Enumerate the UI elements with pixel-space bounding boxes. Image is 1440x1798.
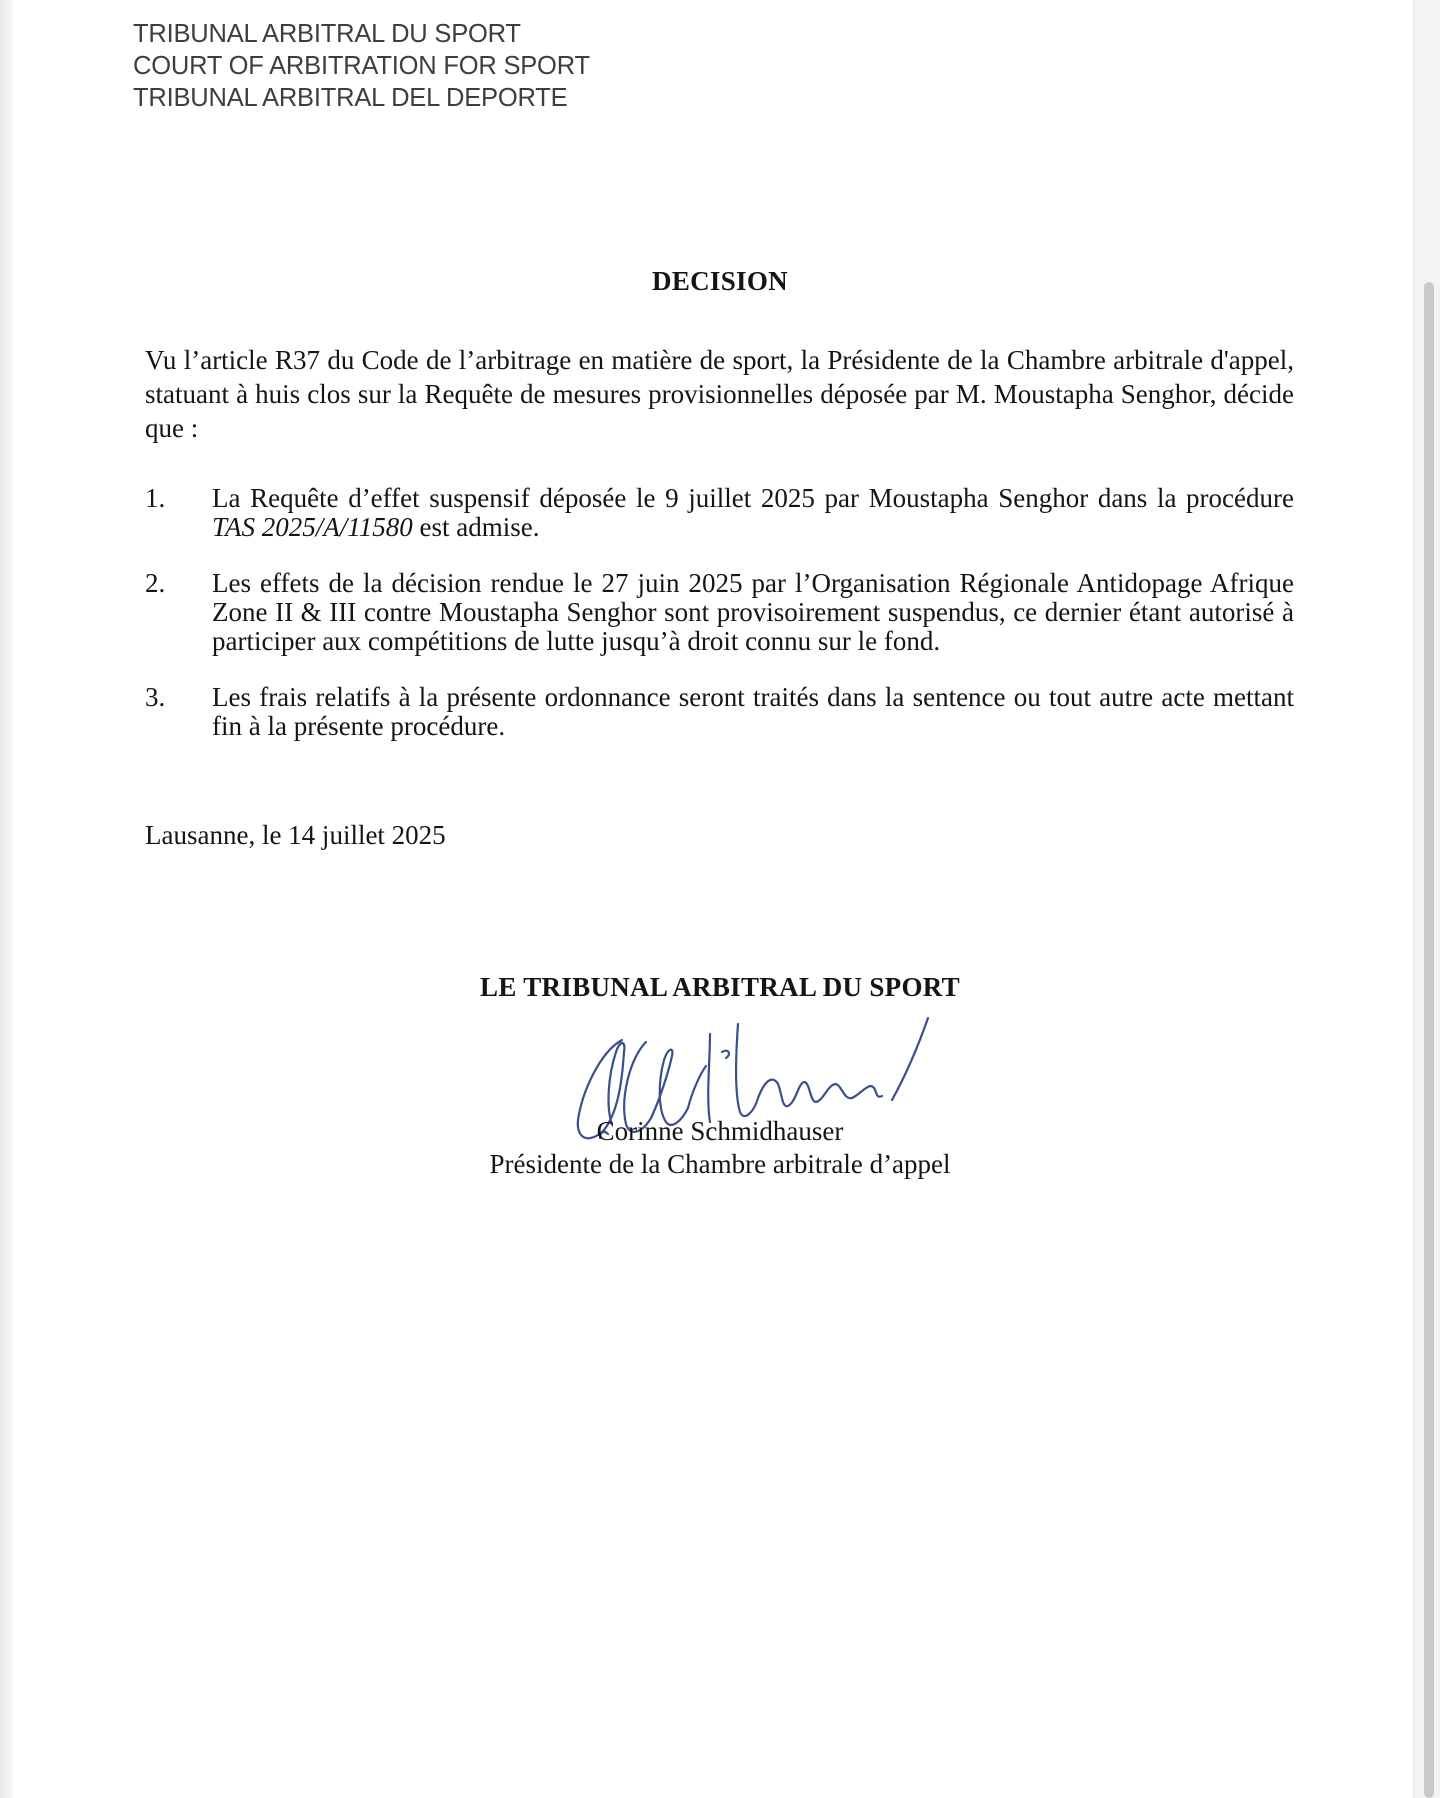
place-and-date: Lausanne, le 14 juillet 2025 [145, 820, 446, 850]
document-title: DECISION [652, 266, 788, 296]
letterhead-line-fr: TRIBUNAL ARBITRAL DU SPORT [133, 20, 521, 48]
letterhead-line-en: COURT OF ARBITRATION FOR SPORT [133, 52, 590, 80]
letterhead [133, 18, 590, 114]
scrollbar-thumb[interactable] [1424, 282, 1434, 1798]
list-item-text-after: est admise. [412, 512, 540, 542]
vertical-scrollbar[interactable] [1413, 0, 1440, 1798]
tribunal-name: LE TRIBUNAL ARBITRAL DU SPORT [480, 972, 960, 1002]
case-reference: TAS 2025/A/11580 [212, 512, 413, 542]
letterhead-line-es: TRIBUNAL ARBITRAL DEL DEPORTE [133, 84, 568, 112]
signatory-role: Présidente de la Chambre arbitrale d’appel [489, 1149, 951, 1179]
list-item-number: 2. [145, 568, 166, 598]
list-item-number: 1. [145, 483, 166, 513]
list-item-number: 3. [145, 682, 166, 712]
list-item-text: Les frais relatifs à la présente ordonnance seront traités dans la sentence ou tout autre acte mettant fin à la présente procédure. [212, 682, 1294, 741]
signatory-name: Corinne Schmidhauser [596, 1116, 844, 1146]
list-item-text-before: La Requête d’effet suspensif déposée le 9 juillet 2025 par Moustapha Senghor dans la procédure [212, 483, 1294, 513]
list-item-text [212, 484, 1294, 542]
list-item-text: Les effets de la décision rendue le 27 juin 2025 par l’Organisation Régionale Antidopage Afrique Zone II & III contre Moustapha Senghor sont provisoirement suspendus, ce dernier étant autorisé à participer aux compétitions de lutte jusqu’à droit connu sur le fond. [212, 568, 1294, 656]
intro-paragraph: Vu l’article R37 du Code de l’arbitrage en matière de sport, la Présidente de la Chambre arbitrale d'appel, statuant à huis clos sur la Requête de mesures provisionnelles déposée par M. Moustapha Senghor, décide que : [145, 345, 1294, 443]
